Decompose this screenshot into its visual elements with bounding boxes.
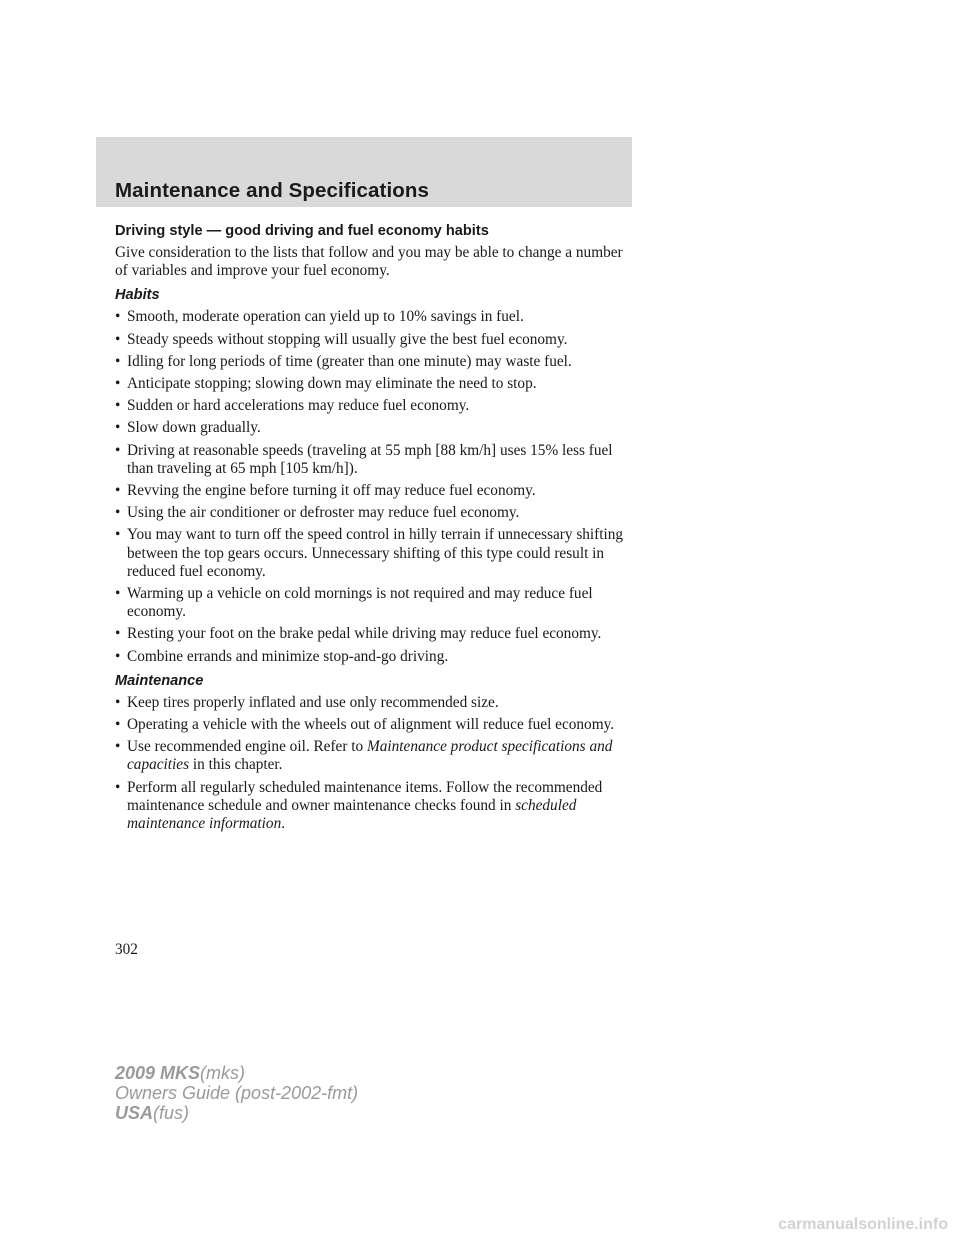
bullet-icon: • [115, 482, 121, 500]
list-item: • Slow down gradually. [115, 419, 261, 437]
bullet-icon: • [115, 625, 121, 643]
list-item: • Idling for long periods of time (greater than one minute) may waste fuel. [115, 352, 572, 370]
habits-heading: Habits [115, 287, 160, 304]
document-footer [115, 1063, 358, 1123]
list-item: • Sudden or hard accelerations may reduce fuel economy. [115, 397, 470, 415]
bullet-icon: • [115, 526, 121, 544]
bullet-icon: • [115, 419, 121, 437]
watermark: carmanualsonline.info [778, 1216, 948, 1233]
bullet-icon: • [115, 441, 121, 459]
bullet-icon: • [115, 647, 121, 665]
intro-paragraph: Give consideration to the lists that follow and you may be able to change a number of variables and improve your fuel economy. [115, 244, 623, 280]
bullet-icon: • [115, 397, 121, 415]
page-title: Maintenance and Specifications [115, 179, 429, 202]
maintenance-list [115, 694, 635, 833]
list-item: • Revving the engine before turning it off may reduce fuel economy. [115, 482, 536, 500]
list-item: • Driving at reasonable speeds (traveling at 55 mph [88 km/h] uses 15% less fuel than traveling at 65 mph [105 km/h]). [115, 441, 613, 477]
bullet-icon: • [115, 308, 121, 326]
list-item: • Using the air conditioner or defroster may reduce fuel economy. [115, 504, 520, 522]
maintenance-heading: Maintenance [115, 672, 204, 689]
page-number: 302 [115, 941, 138, 958]
bullet-icon: • [115, 585, 121, 603]
cross-reference: scheduled maintenance information [127, 796, 577, 833]
section-header-band [96, 137, 632, 207]
list-item: • Operating a vehicle with the wheels out of alignment will reduce fuel economy. [115, 716, 615, 734]
page-content [115, 222, 635, 839]
bullet-icon: • [115, 330, 121, 348]
list-item: • Keep tires properly inflated and use only recommended size. [115, 693, 499, 711]
list-item: • Steady speeds without stopping will usually give the best fuel economy. [115, 330, 568, 348]
bullet-icon: • [115, 375, 121, 393]
list-item: • Smooth, moderate operation can yield up to 10% savings in fuel. [115, 308, 524, 326]
bullet-icon: • [115, 693, 121, 711]
footer-line-guide: Owners Guide (post-2002-fmt) [115, 1083, 359, 1103]
list-item: • Use recommended engine oil. Refer to Maintenance product specifications and capacities in this chapter. [115, 738, 613, 774]
footer-line-region: USA(fus) [115, 1103, 190, 1123]
bullet-icon: • [115, 716, 121, 734]
habits-list [115, 308, 635, 665]
list-item: • You may want to turn off the speed control in hilly terrain if unnecessary shifting between the top gears occurs. Unnecessary shifting of this type could result in reduced fuel economy. [115, 526, 624, 580]
list-item: • Warming up a vehicle on cold mornings is not required and may reduce fuel economy. [115, 585, 593, 621]
bullet-icon: • [115, 504, 121, 522]
list-item: • Anticipate stopping; slowing down may eliminate the need to stop. [115, 375, 537, 393]
section-heading: Driving style — good driving and fuel economy habits [115, 223, 489, 239]
bullet-icon: • [115, 738, 121, 756]
list-item: • Perform all regularly scheduled maintenance items. Follow the recommended maintenance schedule and owner maintenance checks found in scheduled maintenance information. [115, 778, 603, 833]
cross-reference: Maintenance product specifications and capacities [127, 738, 613, 774]
list-item: • Combine errands and minimize stop-and-go driving. [115, 647, 449, 665]
bullet-icon: • [115, 778, 121, 796]
list-item: • Resting your foot on the brake pedal while driving may reduce fuel economy. [115, 625, 602, 643]
bullet-icon: • [115, 352, 121, 370]
footer-line-model: 2009 MKS(mks) [115, 1063, 246, 1083]
